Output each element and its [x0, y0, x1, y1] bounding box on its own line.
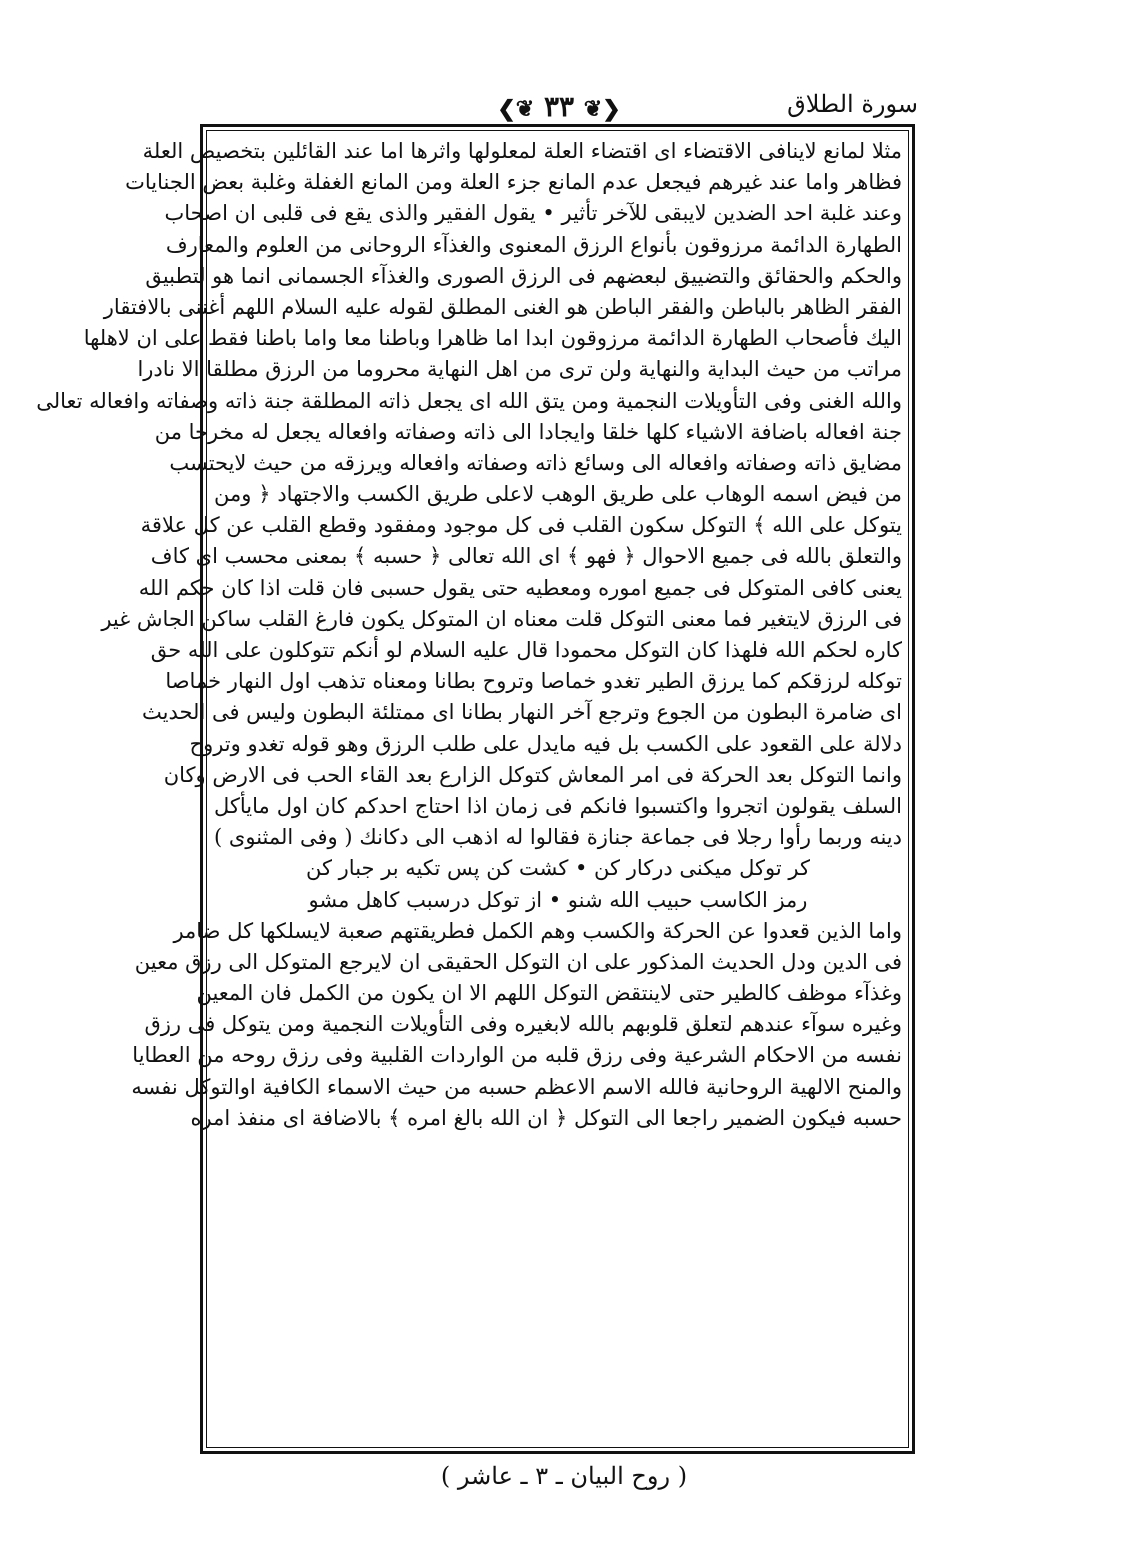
text-line: دلالة على القعود على الكسب بل فيه مايدل على طلب الرزق وهو قوله تغدو وتروح: [189, 731, 902, 756]
text-line: جنة افعاله باضافة الاشياء كلها خلقا وايجادا الى ذاته وصفاته وافعاله يجعل له مخرجا من: [154, 419, 902, 444]
text-line: توكله لرزقكم كما يرزق الطير تغدو خماصا وتروح بطانا ومعناه تذهب اول النهار خماصا: [165, 669, 902, 694]
poem-verse-line: كر توكل ميكنى دركار كن • كشت كن پس تكيه بر جبار كن: [306, 856, 810, 881]
page-number: [497, 90, 620, 123]
surah-name: سورة الطلاق: [787, 90, 918, 118]
text-line: مراتب من حيث البداية والنهاية ولن ترى من اهل النهاية محروما من الرزق مطلقا الا نادرا: [137, 357, 902, 382]
text-line: مثلا لمانع لاينافى الاقتضاء اى اقتضاء العلة لمعلولها واثرها اما عند القائلين بتخصيص العلة: [142, 139, 902, 163]
text-line: من فيض اسمه الوهاب على طريق الوهب لاعلى طريق الكسب والاجتهاد ﴿ ومن: [214, 482, 902, 507]
text-line: واما الذين قعدوا عن الحركة والكسب وهم الكمل فطريقتهم صعبة لايسلكها كل ضامر: [173, 918, 902, 943]
text-line: اى ضامرة البطون من الجوع وترجع آخر النهار بطانا اى ممتلئة البطون وليس فى الحديث: [142, 700, 902, 725]
text-line: وغيره سوآء عندهم لتعلق قلوبهم بالله لابغيره وفى التأويلات النجمية ومن يتوكل فى رزق: [144, 1012, 902, 1037]
text-line: والمنح الالهية الروحانية فالله الاسم الاعظم حسبه من حيث الاسماء الكافية اوالتوكل نفسه: [131, 1074, 902, 1099]
text-line: والحكم والحقائق والتضييق لبعضهم فى الرزق الصورى والغذآء الجسمانى انما هو لتطبيق: [145, 263, 902, 288]
text-line: وعند غلبة احد الضدين لايبقى للآخر تأثير • يقول الفقير والذى يقع فى قلبى ان اصحاب: [164, 201, 902, 226]
text-line: كاره لحكم الله فلهذا كان التوكل محمودا قال عليه السلام لو أنكم تتوكلون على الله حق: [150, 638, 902, 662]
text-line: الطهارة الدائمة مرزوقون بأنواع الرزق المعنوى والغذآء الروحانى من العلوم والمعارف: [165, 232, 902, 257]
text-line: دينه وربما رأوا رجلا فى جماعة جنازة فقالوا له اذهب الى دكانك ( وفى المثنوى ): [214, 825, 902, 850]
text-line: اليك فأصحاب الطهارة الدائمة مرزوقون ابدا اما ظاهرا وباطنا معا واما باطنا فقط على ان لاهلها: [83, 326, 902, 351]
ornament-left-icon: ❮❦: [583, 96, 621, 122]
text-line: الفقر الظاهر بالباطن والفقر الباطن هو الغنى المطلق لقوله عليه السلام اللهم أغننى بالافتقار: [103, 294, 902, 319]
text-block: [36, 136, 902, 1442]
page-number-value: ۳۳: [543, 90, 575, 123]
text-line: فى الرزق لايتغير فما معنى التوكل قلت معناه ان المتوكل يكون فارغ القلب ساكن الجاش غير: [101, 606, 902, 631]
page-footer: ( روح البيان ـ ۳ ـ عاشر ): [440, 1462, 688, 1490]
ornament-right-icon: ❦❯: [497, 96, 535, 122]
text-line: السلف يقولون اتجروا واكتسبوا فانكم فى زمان اذا احتاج احدكم كان اول مايأكل: [214, 793, 902, 818]
text-line: يعنى كافى المتوكل فى جميع اموره ومعطيه حتى يقول حسبى فان قلت اذا كان حكم الله: [138, 575, 902, 600]
text-line: وانما التوكل بعد الحركة فى امر المعاش كتوكل الزارع بعد القاء الحب فى الارض وكان: [163, 762, 902, 787]
text-line: حسبه فيكون الضمير راجعا الى التوكل ﴿ ان الله بالغ امره ﴾ بالاضافة اى منفذ امره: [190, 1105, 902, 1130]
text-line: مضايق ذاته وصفاته وافعاله الى وسائع ذاته وصفاته وافعاله ويرزقه من حيث لايحتسب: [169, 450, 902, 475]
text-line: وغذآء موظف كالطير حتى لاينتقض التوكل اللهم الا ان يكون من الكمل فان المعين: [196, 981, 902, 1006]
text-line: والله الغنى وفى التأويلات النجمية ومن يتق الله اى يجعل ذاته المطلقة جنة ذاته وصفاته وافعاله تعالى: [36, 388, 902, 413]
text-line: فى الدين ودل الحديث المذكور على ان التوكل الحقيقى ان لايرجع المتوكل الى رزق معين: [134, 949, 902, 974]
page-header: [200, 90, 918, 124]
text-line: فظاهر واما عند غيرهم فيجعل عدم المانع جزء العلة ومن المانع الغفلة وغلبة بعض الجنايات: [125, 170, 902, 195]
poem-verse-line: رمز الكاسب حبيب الله شنو • از توكل درسبب كاهل مشو: [308, 887, 808, 912]
text-line: والتعلق بالله فى جميع الاحوال ﴿ فهو ﴾ اى الله تعالى ﴿ حسبه ﴾ بمعنى محسب اى كاف: [150, 544, 902, 569]
text-line: يتوكل على الله ﴾ التوكل سكون القلب فى كل موجود ومفقود وقطع القلب عن كل علاقة: [140, 513, 902, 538]
text-line: نفسه من الاحكام الشرعية وفى رزق قلبه من الواردات القلبية وفى رزق روحه من العطايا: [132, 1043, 902, 1068]
